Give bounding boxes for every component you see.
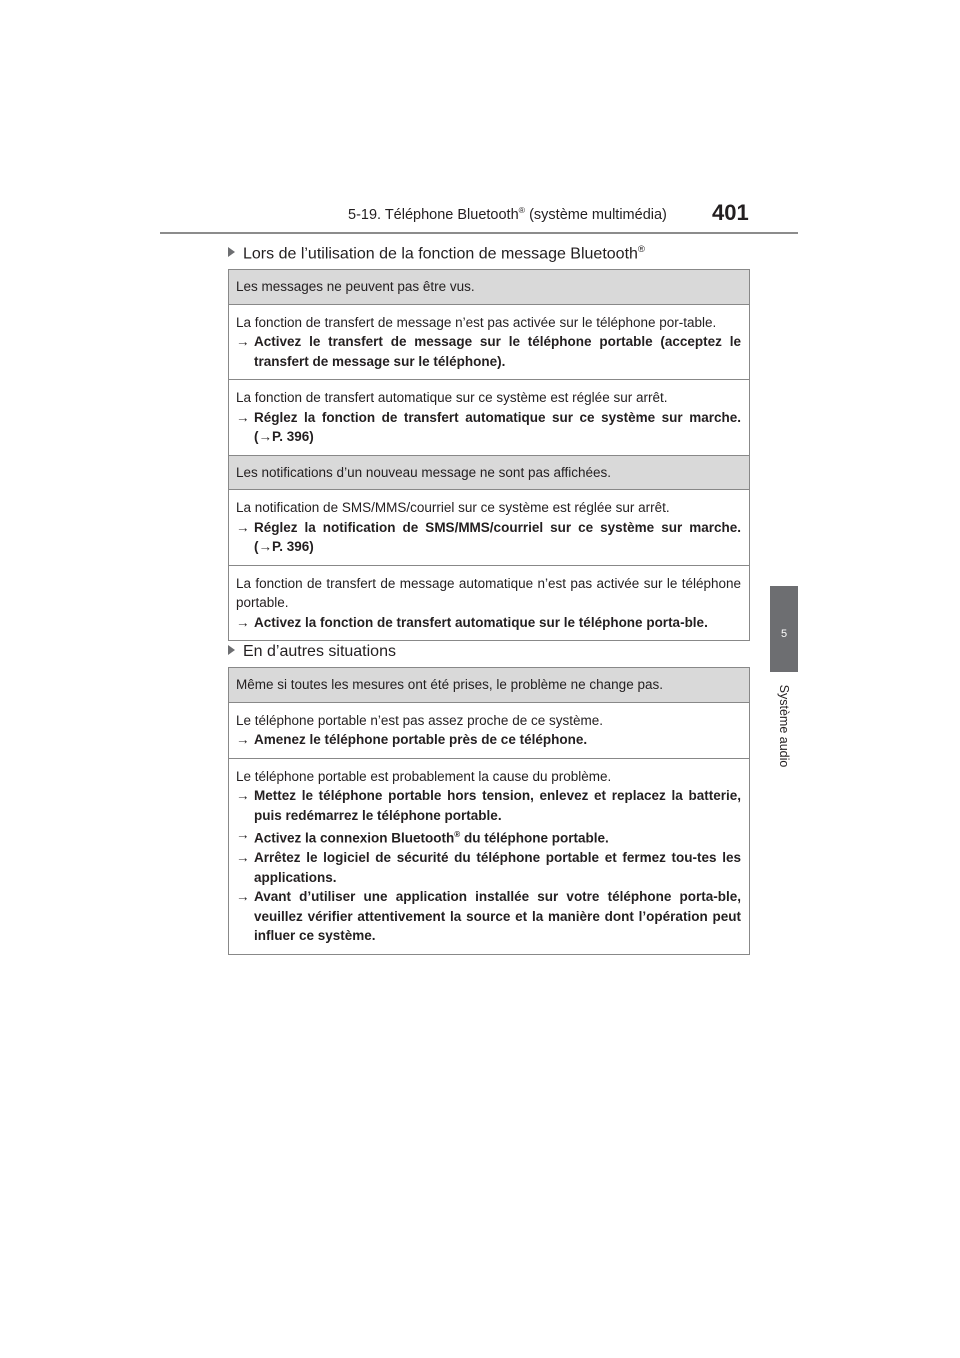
triangle-bullet-icon (228, 247, 235, 257)
remedy-text: → Avant d’utiliser une application installée sur votre téléphone porta-ble, veuillez vérifier attentivement la source et la manière dont l’opération peut influer ce système. (236, 889, 741, 943)
arrow-icon: → (236, 827, 250, 842)
cause-text: La notification de SMS/MMS/courriel sur ce système est réglée sur arrêt. (236, 500, 670, 515)
cause-text: La fonction de transfert de message automatique n’est pas activée sur le téléphone portable. (236, 575, 741, 610)
chapter-title: 5-19. Téléphone Bluetooth® (système multimédia) (348, 205, 667, 223)
troubleshooting-table-messages (228, 269, 750, 641)
arrow-icon: → (236, 614, 250, 630)
cause-text: La fonction de transfert de message n’est pas activée sur le téléphone por-table. (236, 314, 717, 330)
chapter-tab-number: 5 (780, 628, 788, 640)
chapter-tab-label: Système audio (777, 684, 791, 768)
remedy-text: → Amenez le téléphone portable près de ce téléphone. (236, 730, 741, 750)
arrow-icon: → (236, 409, 250, 425)
remedy-text: → Mettez le téléphone portable hors tension, enlevez et replacez la batterie, puis redémarrez le téléphone portable. (236, 788, 741, 823)
arrow-icon: → (236, 850, 250, 865)
cause-text: Le téléphone portable n’est pas assez proche de ce système. (236, 712, 603, 728)
table-row-symptom: Les messages ne peuvent pas être vus. (229, 270, 749, 304)
remedy-text: → Réglez la fonction de transfert automatique sur ce système sur marche. (→P. 396) (236, 409, 741, 444)
table-row-cause (229, 304, 749, 380)
troubleshooting-table-other (228, 667, 750, 955)
table-row-symptom: Les notifications d’un nouveau message ne sont pas affichées. (229, 455, 749, 490)
table-row-cause (229, 565, 749, 641)
arrow-icon: → (236, 732, 250, 747)
header-divider (160, 232, 798, 234)
triangle-bullet-icon (228, 645, 235, 655)
section-heading-bluetooth-message: Lors de l’utilisation de la fonction de message Bluetooth® (228, 244, 645, 263)
page-number: 401 (712, 200, 749, 225)
arrow-icon: → (236, 334, 250, 349)
cause-text: Le téléphone portable est probablement la cause du problème. (236, 768, 612, 784)
table-row-symptom: Même si toutes les mesures ont été prises, le problème ne change pas. (229, 668, 749, 702)
remedy-text: → Activez la connexion Bluetooth® du téléphone portable. (236, 827, 609, 846)
table-row-cause (229, 489, 749, 565)
arrow-icon: → (236, 788, 250, 803)
cause-text: La fonction de transfert automatique sur ce système est réglée sur arrêt. (236, 390, 668, 405)
remedy-text: → Réglez la notification de SMS/MMS/courriel sur ce système sur marche. (→P. 396) (236, 519, 741, 554)
section-heading-other-situations: En d’autres situations (228, 643, 396, 661)
table-row-cause (229, 758, 749, 954)
remedy-text: → Activez la fonction de transfert automatique sur le téléphone porta-ble. (236, 613, 741, 633)
table-row-cause (229, 702, 749, 758)
table-row-cause (229, 379, 749, 455)
remedy-text: → Arrêtez le logiciel de sécurité du téléphone portable et fermez tou-tes les applications. (236, 850, 741, 885)
arrow-icon: → (236, 519, 250, 535)
remedy-text: → Activez le transfert de message sur le téléphone portable (acceptez le transfert de message sur le téléphone). (236, 334, 741, 369)
arrow-icon: → (236, 889, 250, 904)
